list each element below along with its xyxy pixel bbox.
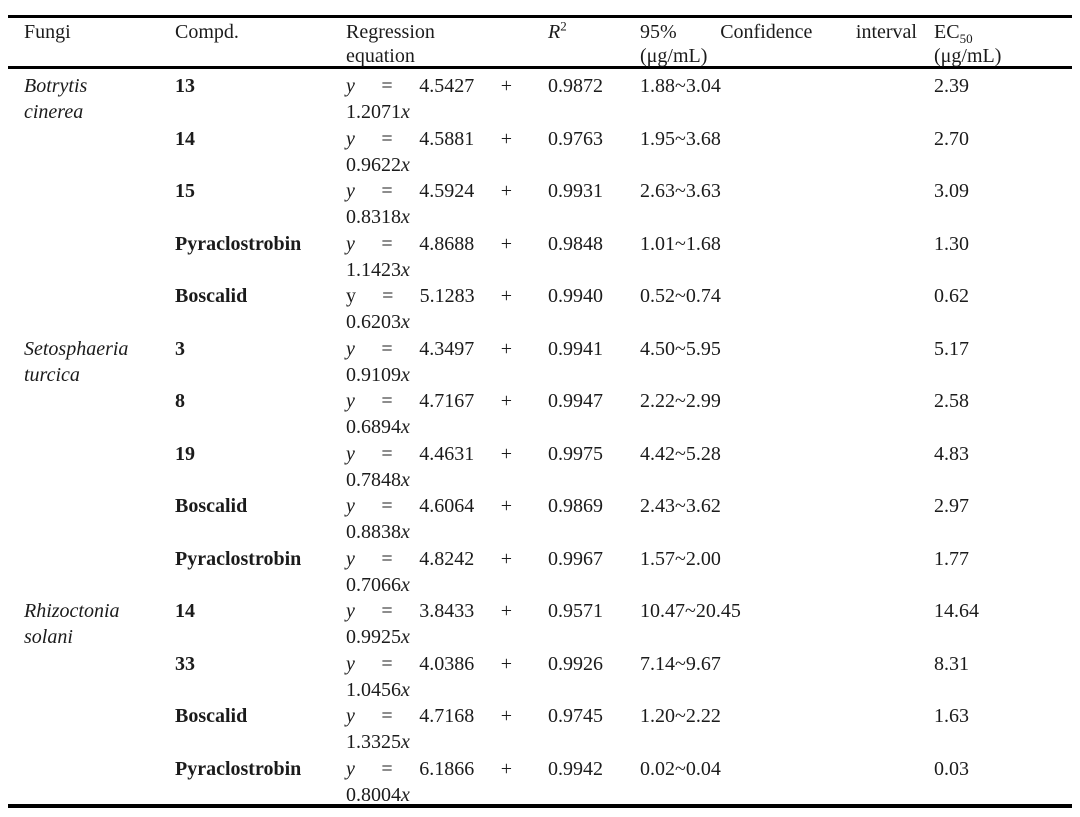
table-row (8, 227, 1072, 280)
equation-equals-sign: = (381, 600, 393, 622)
confidence-interval-value: 1.20~2.22 (640, 705, 721, 727)
equation-line1 (346, 703, 512, 729)
fungus-name (8, 598, 170, 650)
equation-slope: 0.6203 (346, 311, 401, 333)
confidence-interval-value: 0.52~0.74 (640, 285, 721, 307)
equation-intercept: 4.5881 (419, 127, 475, 150)
equation-x-variable: x (401, 783, 410, 806)
equation-y-variable: y (346, 75, 355, 97)
equation-slope: 0.8838 (346, 521, 401, 543)
regression-equation-cell (344, 283, 530, 335)
fungus-name (8, 126, 170, 178)
compound-label: Pyraclostrobin (175, 232, 302, 255)
ec50-unit: (μg/mL) (934, 45, 1002, 67)
table-row (8, 489, 1072, 542)
ec50-value: 2.58 (934, 390, 969, 412)
ci-word-confidence: Confidence (720, 21, 813, 43)
r-squared-value: 0.9931 (548, 180, 603, 202)
regression-equation-cell (344, 756, 530, 808)
fungus-name (8, 283, 170, 335)
confidence-interval-value: 2.63~3.63 (640, 180, 721, 202)
regression-equation-cell (344, 546, 530, 598)
equation-plus-sign: + (500, 180, 512, 202)
compound-cell (170, 756, 344, 808)
compound-label: 19 (175, 442, 195, 465)
equation-y-variable: y (346, 127, 355, 150)
confidence-interval-value: 0.02~0.04 (640, 757, 721, 780)
equation-slope: 1.3325 (346, 731, 401, 753)
regression-equation-cell (344, 336, 530, 388)
r-squared-value: 0.9947 (548, 390, 603, 412)
equation-x-variable: x (401, 101, 410, 123)
equation-line2 (346, 204, 512, 230)
ec50-value: 2.70 (934, 127, 969, 150)
equation-x-variable: x (401, 153, 410, 176)
compound-label: Pyraclostrobin (175, 757, 302, 780)
equation-line2 (346, 99, 512, 125)
equation-line2 (346, 414, 512, 440)
equation-slope: 0.7066 (346, 573, 401, 596)
r-squared-value: 0.9975 (548, 442, 603, 465)
compound-cell (170, 126, 344, 178)
equation-y-variable: y (346, 442, 355, 465)
fungus-name (8, 703, 170, 755)
r-squared-value: 0.9872 (548, 75, 603, 97)
regression-equation-cell (344, 651, 530, 703)
header-regression-line2: equation (346, 45, 415, 67)
confidence-interval-value: 1.88~3.04 (640, 75, 721, 97)
ec50-subscript: 50 (959, 31, 973, 46)
equation-line1 (346, 126, 512, 152)
equation-intercept: 3.8433 (419, 600, 475, 622)
equation-line2 (346, 624, 512, 650)
ec50-value: 1.30 (934, 232, 969, 255)
table-row (8, 332, 1072, 385)
regression-equation-cell (344, 493, 530, 545)
fungus-name-line1: Rhizoctonia (24, 600, 120, 622)
compound-cell (170, 546, 344, 598)
equation-x-variable: x (401, 416, 410, 438)
ec50-value: 8.31 (934, 652, 969, 675)
compound-label: Pyraclostrobin (175, 547, 302, 570)
equation-line1 (346, 441, 512, 467)
compound-label: Boscalid (175, 705, 248, 727)
equation-plus-sign: + (500, 547, 512, 570)
equation-plus-sign: + (500, 390, 512, 412)
equation-x-variable: x (401, 626, 410, 648)
equation-line2 (346, 677, 512, 703)
equation-plus-sign: + (500, 232, 512, 255)
compound-cell (170, 388, 344, 440)
equation-plus-sign: + (500, 337, 512, 360)
equation-plus-sign: + (500, 127, 512, 150)
equation-equals-sign: = (382, 285, 394, 307)
equation-intercept: 5.1283 (419, 285, 475, 307)
equation-intercept: 4.7167 (419, 390, 475, 412)
equation-plus-sign: + (500, 495, 512, 517)
equation-line1 (346, 73, 512, 99)
ci-word-interval: interval (855, 21, 917, 43)
equation-plus-sign: + (500, 652, 512, 675)
header-r-squared (530, 20, 622, 68)
compound-cell (170, 336, 344, 388)
equation-plus-sign: + (500, 285, 512, 307)
equation-y-variable: y (346, 390, 355, 412)
equation-y-variable: y (346, 180, 355, 202)
ec50-value: 14.64 (934, 600, 979, 622)
compound-cell (170, 441, 344, 493)
table-row (8, 437, 1072, 490)
fungus-name-line1: Setosphaeria (24, 337, 129, 360)
equation-line2 (346, 152, 512, 178)
confidence-interval-value: 1.95~3.68 (640, 127, 721, 150)
equation-slope: 1.0456 (346, 678, 401, 701)
table-row (8, 542, 1072, 595)
header-ec50 (932, 20, 1072, 68)
fungus-name (8, 178, 170, 230)
equation-y-variable: y (346, 652, 355, 675)
equation-plus-sign: + (500, 705, 512, 727)
equation-plus-sign: + (500, 600, 512, 622)
ec50-value: 1.77 (934, 547, 969, 570)
equation-plus-sign: + (500, 75, 512, 97)
equation-line1 (346, 283, 512, 309)
equation-equals-sign: = (381, 232, 393, 255)
equation-slope: 0.9109 (346, 363, 401, 386)
header-regression-line1: Regression (346, 21, 435, 43)
compound-label: 8 (175, 390, 185, 412)
ec50-value: 5.17 (934, 337, 969, 360)
r-squared-value: 0.9940 (548, 285, 603, 307)
fungus-name (8, 756, 170, 808)
regression-equation-cell (344, 598, 530, 650)
ec50-value: 1.63 (934, 705, 969, 727)
compound-cell (170, 178, 344, 230)
r-squared-value: 0.9941 (548, 337, 603, 360)
equation-line1 (346, 546, 512, 572)
fungus-name-line2: turcica (24, 363, 80, 386)
equation-x-variable: x (401, 678, 410, 701)
header-compd: Compd. (175, 21, 239, 43)
equation-x-variable: x (401, 311, 410, 333)
confidence-interval-title (640, 20, 917, 44)
equation-y-variable: y (346, 705, 355, 727)
equation-line2 (346, 362, 512, 388)
equation-line2 (346, 729, 512, 755)
table-row (8, 174, 1072, 227)
equation-plus-sign: + (500, 757, 512, 780)
equation-y-variable: y (346, 547, 355, 570)
compound-label: 3 (175, 337, 185, 360)
confidence-interval-value: 1.01~1.68 (640, 232, 721, 255)
equation-line1 (346, 756, 512, 782)
table-row (8, 279, 1072, 332)
activity-regression-table (8, 15, 1072, 808)
equation-slope: 0.9925 (346, 626, 401, 648)
ec50-value: 0.03 (934, 757, 969, 780)
compound-label: 14 (175, 600, 195, 622)
equation-y-variable: y (346, 600, 355, 622)
r-squared-value: 0.9763 (548, 127, 603, 150)
equation-equals-sign: = (381, 390, 393, 412)
r-squared-value: 0.9967 (548, 547, 603, 570)
regression-equation-cell (344, 703, 530, 755)
equation-intercept: 4.5924 (419, 180, 475, 202)
confidence-interval-value: 7.14~9.67 (640, 652, 721, 675)
equation-intercept: 4.3497 (419, 337, 475, 360)
fungus-name (8, 441, 170, 493)
equation-equals-sign: = (381, 337, 393, 360)
compound-cell (170, 231, 344, 283)
compound-label: 13 (175, 75, 195, 97)
compound-label: 14 (175, 127, 195, 150)
compound-label: Boscalid (175, 495, 248, 517)
compound-cell (170, 73, 344, 125)
ec50-value: 0.62 (934, 285, 969, 307)
ec50-title (934, 20, 1072, 44)
confidence-interval-unit: (μg/mL) (640, 45, 708, 67)
r-squared-value: 0.9571 (548, 600, 603, 622)
fungus-name (8, 546, 170, 598)
equation-y-variable: y (346, 337, 355, 360)
table-header-row (8, 15, 1072, 69)
equation-x-variable: x (401, 731, 410, 753)
equation-line2 (346, 309, 512, 335)
header-regression-equation (344, 20, 530, 68)
equation-intercept: 4.7168 (419, 705, 475, 727)
header-fungi: Fungi (24, 21, 71, 43)
equation-slope: 0.9622 (346, 153, 401, 176)
equation-x-variable: x (401, 468, 410, 491)
equation-slope: 0.6894 (346, 416, 401, 438)
equation-slope: 0.8004 (346, 783, 401, 806)
compound-cell (170, 283, 344, 335)
fungus-name (8, 231, 170, 283)
equation-line2 (346, 257, 512, 283)
equation-y-variable: y (346, 495, 355, 517)
table-row (8, 699, 1072, 752)
equation-equals-sign: = (381, 442, 393, 465)
ci-word-95: 95% (640, 21, 677, 43)
confidence-interval-value: 4.50~5.95 (640, 337, 721, 360)
equation-line1 (346, 231, 512, 257)
ec50-value: 4.83 (934, 442, 969, 465)
equation-slope: 1.2071 (346, 101, 401, 123)
regression-equation-cell (344, 388, 530, 440)
equation-equals-sign: = (381, 180, 393, 202)
equation-line1 (346, 336, 512, 362)
regression-equation-cell (344, 178, 530, 230)
equation-line2 (346, 782, 512, 808)
r-squared-symbol: R (548, 21, 561, 43)
equation-intercept: 4.8242 (419, 547, 475, 570)
equation-intercept: 4.6064 (419, 495, 475, 517)
confidence-interval-value: 1.57~2.00 (640, 547, 721, 570)
equation-line1 (346, 178, 512, 204)
equation-x-variable: x (401, 206, 410, 228)
r-squared-value: 0.9942 (548, 757, 603, 780)
fungus-name (8, 388, 170, 440)
fungus-name-line1: Botrytis (24, 75, 88, 97)
table-body (8, 69, 1072, 808)
fungus-name (8, 336, 170, 388)
ec50-value: 3.09 (934, 180, 969, 202)
compound-cell (170, 703, 344, 755)
regression-equation-cell (344, 441, 530, 493)
equation-y-variable: y (346, 757, 355, 780)
equation-intercept: 4.5427 (419, 75, 475, 97)
compound-cell (170, 651, 344, 703)
compound-label: Boscalid (175, 285, 248, 307)
fungus-name (8, 493, 170, 545)
equation-intercept: 4.0386 (419, 652, 475, 675)
equation-y-variable: y (346, 285, 356, 307)
equation-equals-sign: = (381, 652, 393, 675)
fungus-name-line2: solani (24, 626, 73, 648)
table-row (8, 384, 1072, 437)
ec50-symbol: EC (934, 21, 960, 43)
compound-label: 33 (175, 652, 195, 675)
confidence-interval-value: 4.42~5.28 (640, 442, 721, 465)
equation-equals-sign: = (381, 75, 393, 97)
equation-x-variable: x (401, 363, 410, 386)
equation-equals-sign: = (381, 757, 393, 780)
fungus-name (8, 651, 170, 703)
equation-line1 (346, 598, 512, 624)
equation-line1 (346, 493, 512, 519)
equation-equals-sign: = (381, 127, 393, 150)
equation-plus-sign: + (500, 442, 512, 465)
r-squared-value: 0.9745 (548, 705, 603, 727)
confidence-interval-value: 2.22~2.99 (640, 390, 721, 412)
confidence-interval-value: 10.47~20.45 (640, 600, 741, 622)
ec50-value: 2.39 (934, 75, 969, 97)
equation-slope: 0.8318 (346, 206, 401, 228)
table-row (8, 647, 1072, 700)
regression-equation-cell (344, 231, 530, 283)
r-squared-value: 0.9869 (548, 495, 603, 517)
header-confidence-interval (622, 20, 932, 68)
compound-cell (170, 598, 344, 650)
equation-slope: 1.1423 (346, 258, 401, 281)
equation-intercept: 6.1866 (419, 757, 475, 780)
equation-equals-sign: = (381, 705, 393, 727)
fungus-name (8, 73, 170, 125)
r-squared-value: 0.9926 (548, 652, 603, 675)
equation-line2 (346, 519, 512, 545)
equation-line1 (346, 388, 512, 414)
r-squared-value: 0.9848 (548, 232, 603, 255)
equation-equals-sign: = (381, 547, 393, 570)
compound-cell (170, 493, 344, 545)
equation-slope: 0.7848 (346, 468, 401, 491)
table-row (8, 594, 1072, 647)
equation-line2 (346, 467, 512, 493)
equation-x-variable: x (401, 258, 410, 281)
equation-intercept: 4.8688 (419, 232, 475, 255)
confidence-interval-value: 2.43~3.62 (640, 495, 721, 517)
equation-intercept: 4.4631 (419, 442, 475, 465)
ec50-value: 2.97 (934, 495, 969, 517)
regression-equation-cell (344, 126, 530, 178)
table-row (8, 69, 1072, 122)
table-row (8, 122, 1072, 175)
equation-equals-sign: = (381, 495, 393, 517)
table-row (8, 752, 1072, 805)
regression-equation-cell (344, 73, 530, 125)
equation-line1 (346, 651, 512, 677)
r-squared-exponent: 2 (560, 18, 567, 34)
compound-label: 15 (175, 180, 195, 202)
equation-y-variable: y (346, 232, 355, 255)
equation-x-variable: x (401, 521, 410, 543)
equation-x-variable: x (401, 573, 410, 596)
fungus-name-line2: cinerea (24, 101, 84, 123)
equation-line2 (346, 572, 512, 598)
